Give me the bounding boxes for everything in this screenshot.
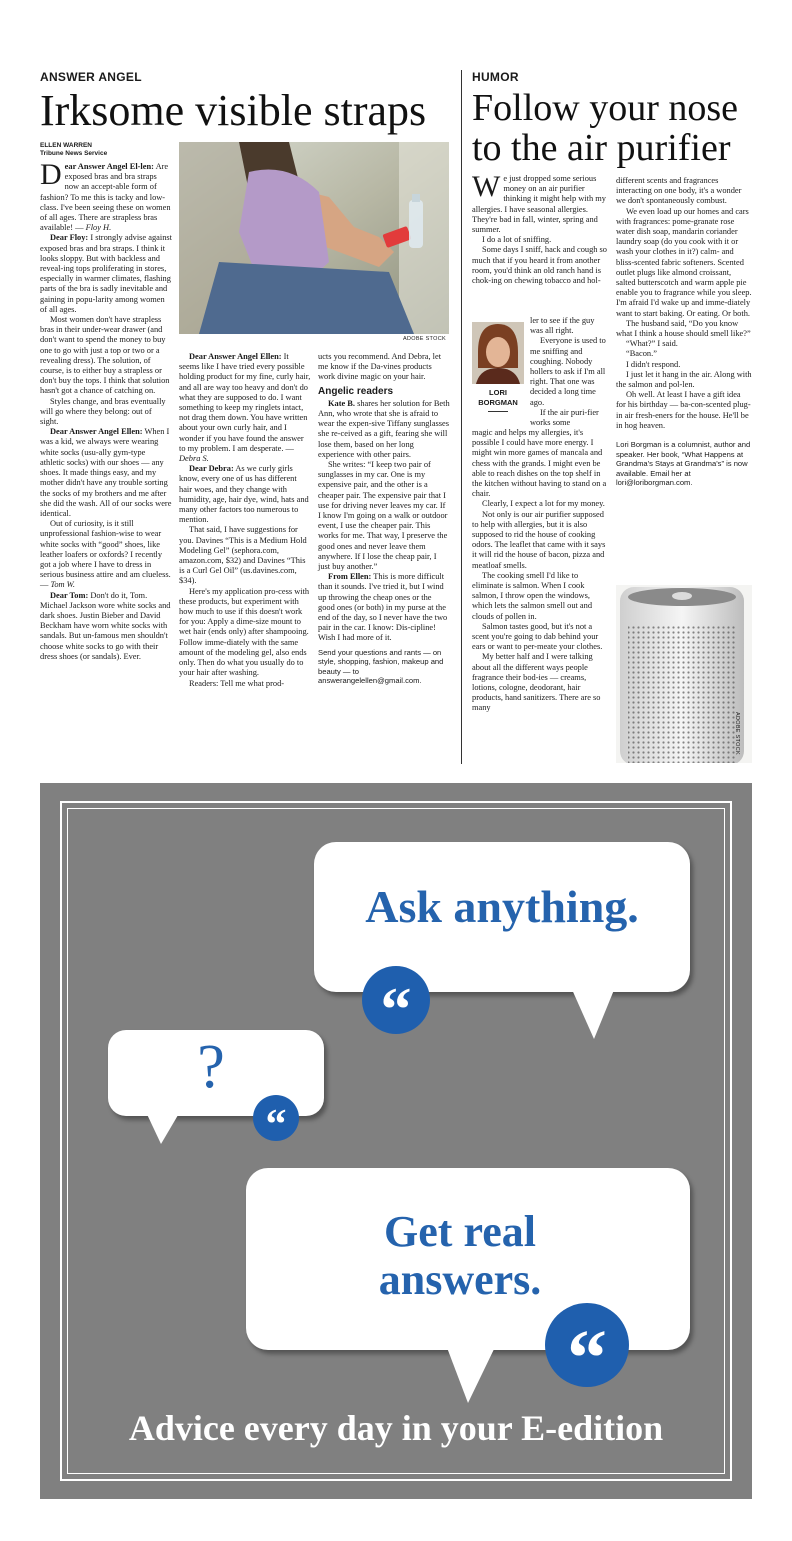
drop-cap: D bbox=[40, 158, 62, 191]
right-article-column-1-top: We just dropped some serious money on an air purifier thinking it might help with my allergies. I have seasonal allergies. They're bad in fall, winter, spring and summer. I do a lot of sniffing. Some days I sniff, hack and cough so much that if you heard it from another room, you'd think an old ranch hand is chok-ing on chewing tobacco and hol- bbox=[472, 170, 607, 286]
bubble-tail-answers bbox=[446, 1345, 502, 1405]
photo-credit: ADOBE STOCK bbox=[403, 336, 446, 342]
bubble-tail-ask bbox=[570, 985, 620, 1041]
letter-salutation: ear Answer Angel El-len: bbox=[64, 162, 154, 171]
section-kicker-humor: HUMOR bbox=[472, 70, 519, 84]
author-headshot bbox=[472, 322, 524, 384]
drop-cap-w: W bbox=[472, 170, 501, 203]
left-article-column-3: ucts you recommend. And Debra, let me know if the Da-vines products work divine magic on your hair. Angelic readers Kate B. shares her solution for Beth Ann, who wrote that she is afraid to wear the expen-sive Tiffany sunglasses she re-ceived as a gift, fearing she will lose them, based on her long experience with other pairs. She writes: “I keep two pair of sunglasses in my car. One is my expensive pair, and the other is a cheaper pair. The expensive pair that I use for driving never leaves my car. If I know I'm going on a walk or outdoor event, I use the cheaper pair. This works for me. That way, I preserve the good ones and never leave them anywhere. If I lose the cheap pair, I just buy another.” From Ellen: This is more difficult than it sounds. I've tried it, but I wind up throwing the cheap ones or the good ones (or both) in my purse at the end of the day, so I never have the two pair in the car. I know: Dis-cipline! Wish I had more of it. Send your questions and rants — on style, shopping, fashion, makeup and beauty — to answerangelellen@gmail.com. bbox=[318, 352, 450, 686]
byline bbox=[40, 142, 107, 158]
photo-woman-with-phone bbox=[179, 142, 449, 334]
right-article-column-2: different scents and fragrances interacting on one body, it's a wonder we don't spontaneously combust. We even load up our homes and cars with fragrances: pome-granate rose water dish soap, mandarin coriander laundry soap (do you cook with it or wash your clothes in it?) calm- and bliss-scented fabric softeners. Scented outlet plugs like almond croissant, salted butterscotch and warm apple pie enable you to fragrance while you sleep. I'm afraid I'd wake up and imme-diately want to start baking. Or eating. Or both. The husband said, “Do you know what I think a house should smell like?” “What?” I said. “Bacon.” I didn't respond. I just let it hang in the air. Along with the salmon and pol-len. Oh well. At least I have a gift idea for his birthday — ba-con-scented plug-in air fresh-eners for the house. He'll be in hog heaven. Lori Borgman is a columnist, author and speaker. Her book, “What Happens at Grandma's Stays at Grandma's” is now available. Email her at lori@loriborgman.com. bbox=[616, 176, 752, 488]
author-bio: Lori Borgman is a columnist, author and speaker. Her book, “What Happens at Grandma's Stays at Grandma's” is now available. Email her at lori@loriborgman.com. bbox=[616, 440, 751, 488]
headline-line-1: Follow your nose bbox=[472, 87, 738, 129]
ad-headline-ask: Ask anything. bbox=[365, 881, 639, 932]
left-article-column-2: Dear Answer Angel Ellen: It seems like I have tried every possible holding product for my fine, curly hair, and all are way too heavy and don't do what they are supposed to do. I want something to keep my ringlets intact, not drag them down. You have written about your own curly hair, and I wonder if you have found the answer to my problem. I am desperate. — Debra S. Dear Debra: As we curly girls know, every one of us has different hair woes, and they change with humidity, age, hair dye, wind, hats and many other factors too numerous to mention. That said, I have suggestions for you. Davines “This is a Medium Hold Modeling Gel” (sephora.com, amazon.com, $32) and Davines “This is a Curl Gel Oil” (us.davines.com, $34). Here's my application pro-cess with these products, but experiment with how much to use if this doesn't work for you: Apply a dime-size mount to wet hair (ends only) after shampooing. Follow imme-diately with the same amount of the modeling gel, also ends only. Then do what you usually do to your hair after washing. Readers: Tell me what prod- bbox=[179, 352, 311, 688]
author-outlet: Tribune News Service bbox=[40, 150, 108, 157]
caption-rule bbox=[488, 411, 508, 412]
bubble-tail-question bbox=[145, 1110, 185, 1146]
right-article-column-1-bottom: magic and helps my allergies, it's possible I could have more energy. I might win more games of mancala and chess with the grands. I might even be able to reach dishes on the top shelf in the kitchen without having to stand on a chair. Clearly, I expect a lot for my money. Not only is our air purifier supposed to help with allergies, but it is also supposed to rid the house of cooking odors. The leaflet that came with it says it will rid the house of bacon, pizza and meatloaf smells. The cooking smell I'd like to eliminate is salmon. When I cook salmon, I throw open the windows, which lets the salmon smell out and clouds of pollen in. Salmon tastes good, but it's not a scent you're going to dab behind your ears or want to per-meate your clothes. My better half and I were talking about all the different ways people fragrance their bod-ies — creams, lotions, cologne, deodorant, hair products, hand sanitizers. There are so many bbox=[472, 428, 607, 713]
quote-icon-large: “ bbox=[545, 1303, 629, 1387]
question-mark: ? bbox=[197, 1033, 225, 1101]
photo-credit-purifier: ADOBE STOCK bbox=[734, 712, 740, 755]
contact-note: Send your questions and rants — on style, shopping, fashion, makeup and beauty — to answerangelellen@gmail.com. bbox=[318, 647, 444, 686]
quote-icon: “ bbox=[362, 966, 430, 1034]
article-headline-purifier bbox=[472, 89, 738, 167]
column-divider bbox=[461, 70, 462, 764]
photo-air-purifier bbox=[616, 585, 752, 763]
headline-line-2: to the air purifier bbox=[472, 127, 731, 169]
section-kicker-answer-angel: ANSWER ANGEL bbox=[40, 70, 142, 84]
article-headline-straps: Irksome visible straps bbox=[40, 86, 427, 135]
quote-icon-small: “ bbox=[253, 1095, 299, 1141]
author-name-caption: LORI BORGMAN bbox=[478, 388, 518, 407]
subhead-angelic-readers: Angelic readers bbox=[318, 385, 394, 397]
right-article-column-1-wrap: ler to see if the guy was all right. Everyone is used to me sniffing and coughing. Nobody hollers to ask if I'm all right. That one was decided a long time ago. If the air puri-fier works some bbox=[530, 316, 606, 428]
ad-tagline[interactable]: Advice every day in your E-edition bbox=[128, 1408, 664, 1448]
left-article-column-1: Dear Answer Angel El-len: Are exposed bras and bra straps now an accept-able form of fashion? To me this is tacky and low-class. I've been seeing these on women of all ages. There are strapless bras available! — Floy H. Dear Floy: I strongly advise against exposed bras and bra straps. I think it looks sloppy. But with backless and reveal-ing tops proliferating in stores, especially in warmer climates, flashing parts of the bra is sadly inevitable and gaining in popu-larity among women of all ages. Most women don't have strapless bras in their under-wear drawer (and don't want to spend the money to buy one to go with just a top or two or a revealing dress). The solution, of course, is to either buy a strapless or don't buy the tops. I think that solution hasn't got a chance of catching on. Styles change, and bras eventually will go where they belong: out of sight. Dear Answer Angel Ellen: When I was a kid, we always were wearing white socks (usu-ally gym-type athletic socks) with our shoes — any shoes. It made things easy, and my mother didn't have any trouble sorting the socks of my brothers and me after she did the wash. All of our socks were identical. Out of curiosity, is it still unprofessional fashion-wise to wear white socks with “good” shoes, like leather loafers or oxfords? I recently got a job where I have to dress in serious business attire and am clueless. — Tom W. Dear Tom: Don't do it, Tom. Michael Jackson wore white socks and dark shoes. Justin Bieber and David Beckham have worn white socks with sandals. But un-famous men shouldn't choose white socks to go with their dress shoes (or sandals). Ever. bbox=[40, 158, 172, 661]
ad-headline-answers: Get real answers. bbox=[378, 1207, 542, 1304]
author-name: ELLEN WARREN bbox=[40, 142, 92, 149]
